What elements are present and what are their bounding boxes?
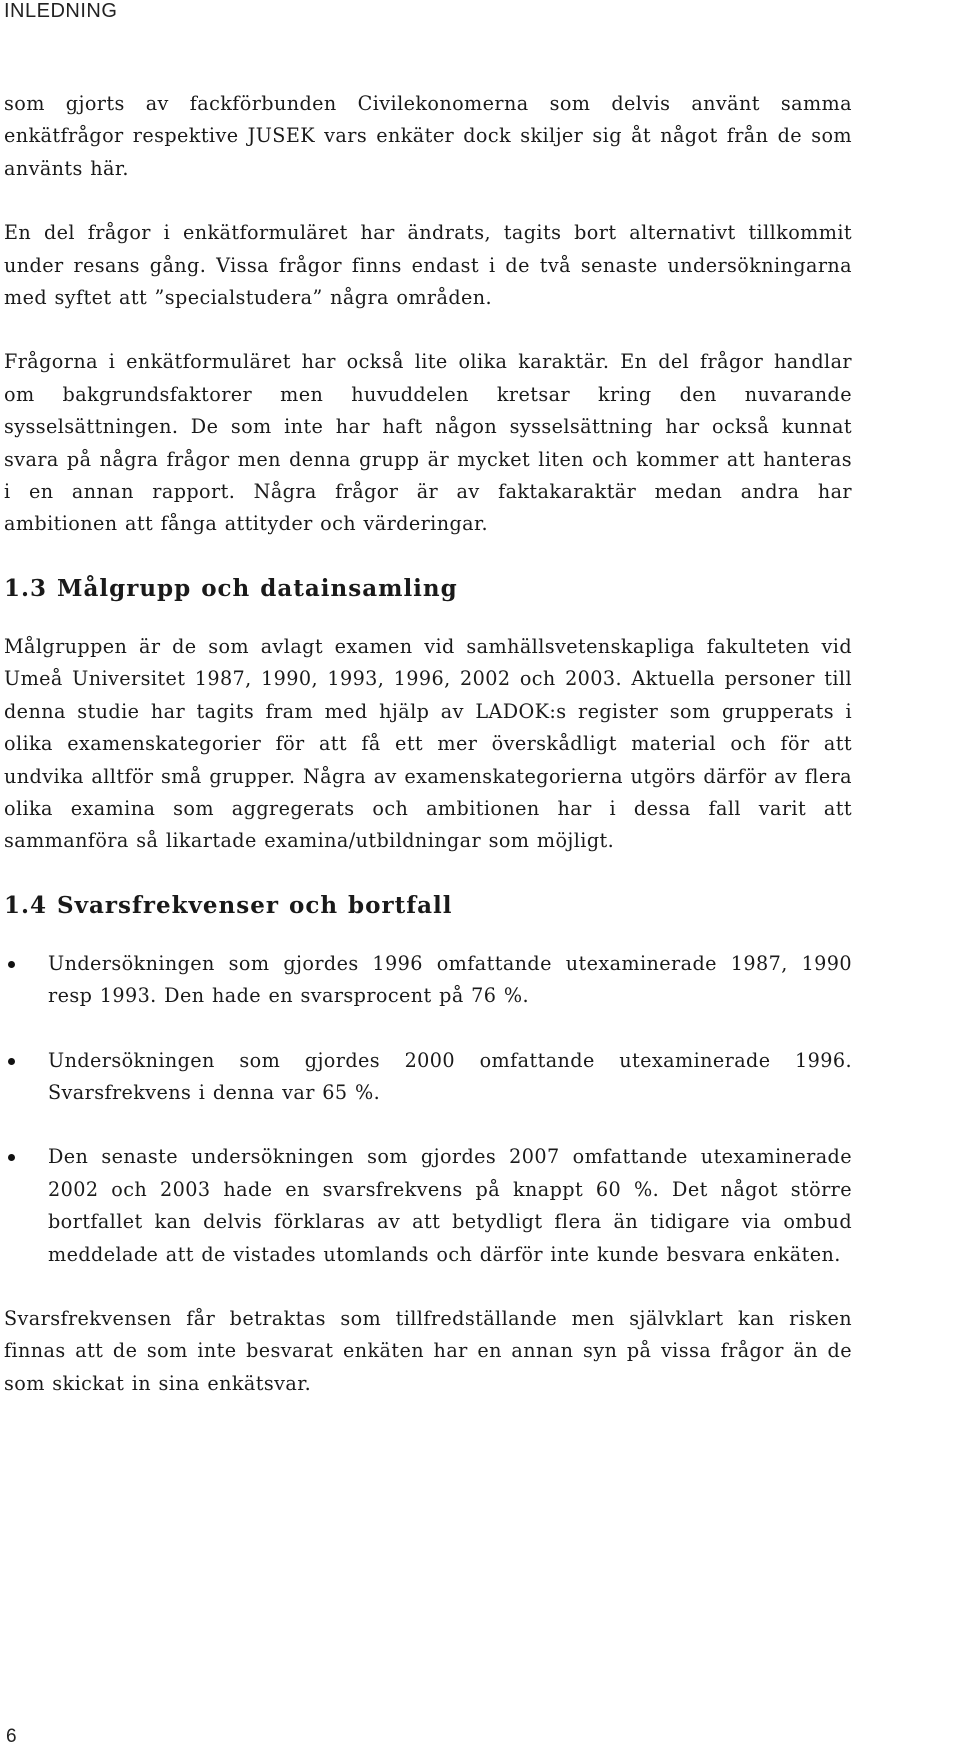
paragraph-target-group: Målgruppen är de som avlagt examen vid samhällsvetenskapliga fakulteten vid Umeå Universitet 1987, 1990, 1993, 1996, 2002 och 2003. Aktuella personer till denna studie har tagits fram med hjälp av LADOK:s register som grupperats i olika examenskategorier för att få ett mer överskådligt material och för att undvika alltför små grupper. Några av examenskategorierna utgörs därför av flera olika examina som aggregerats och ambitionen har i dessa fall varit att sammanföra så likartade examina/utbildningar som möjligt.	[4, 634, 852, 853]
paragraph-question-character: Frågorna i enkätformuläret har också lite olika karaktär. En del frågor handlar om bakgrundsfaktorer men huvuddelen kretsar kring den nuvarande sysselsättningen. De som inte har haft någon sysselsättning har också kunnat svara på några frågor men denna grupp är mycket liten och kommer att hanteras i en annan rapport. Några frågor är av faktakaraktär medan andra har ambitionen att fånga attityder och värderingar.	[4, 350, 852, 536]
running-head: INLEDNING	[4, 0, 118, 22]
list-item	[4, 948, 852, 1013]
list-item-text: Den senaste undersökningen som gjordes 2007 omfattande utexaminerade 2002 och 2003 hade en svarsfrekvens på knappt 60 %. Det något större bortfallet kan delvis förklaras av att betydligt flera än tidigare via ombud meddelade att de vistades utomlands och därför inte kunde besvara enkäten.	[48, 1145, 852, 1266]
list-item	[4, 1045, 852, 1110]
section-heading-svarsfrekvenser: 1.4 Svarsfrekvenser och bortfall	[4, 891, 453, 919]
list-item	[4, 1141, 852, 1271]
list-item-text: Undersökningen som gjordes 1996 omfattande utexaminerade 1987, 1990 resp 1993. Den hade en svarsprocent på 76 %.	[48, 951, 852, 1008]
bullet-icon	[8, 1058, 15, 1065]
paragraph-form-changes: En del frågor i enkätformuläret har ändrats, tagits bort alternativt tillkommit under resans gång. Vissa frågor finns endast i de två senaste undersökningarna med syftet att ”specialstudera” några områden.	[4, 221, 852, 310]
response-rate-list	[4, 948, 852, 1271]
bullet-icon	[8, 1154, 15, 1161]
paragraph-intro-continuation: som gjorts av fackförbunden Civilekonomerna som delvis använt samma enkätfrågor respektive JUSEK vars enkäter dock skiljer sig åt något från de som använts här.	[4, 92, 852, 180]
page-content	[4, 88, 852, 1432]
list-item-text: Undersökningen som gjordes 2000 omfattande utexaminerade 1996. Svarsfrekvens i denna var 65 %.	[48, 1048, 852, 1104]
page-number: 6	[6, 1726, 17, 1747]
section-heading-malgrupp: 1.3 Målgrupp och datainsamling	[4, 574, 458, 602]
bullet-icon	[8, 961, 15, 968]
paragraph-response-assessment: Svarsfrekvensen får betraktas som tillfredställande men självklart kan risken finnas att de som inte besvarat enkäten har en annan syn på vissa frågor än de som skickat in sina enkätsvar.	[4, 1306, 852, 1395]
